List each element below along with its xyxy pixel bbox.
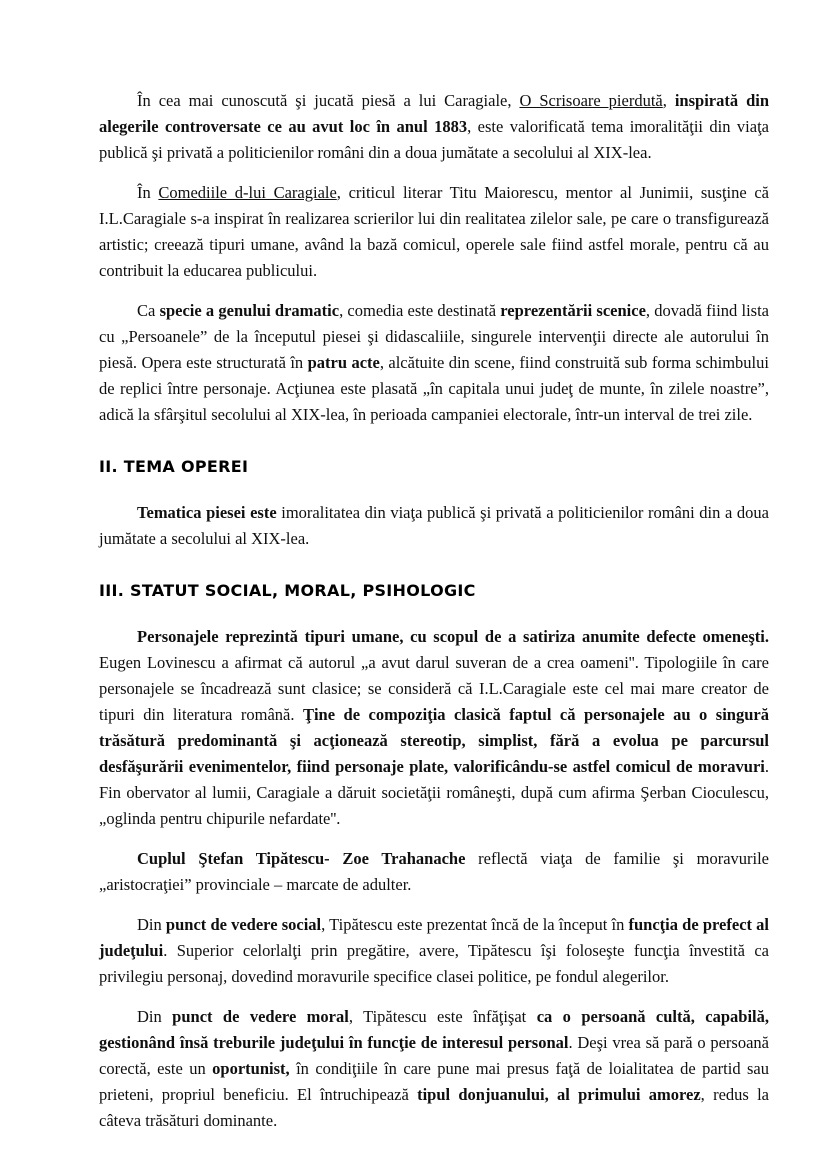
paragraph-punct-vedere-social — [99, 912, 769, 990]
text-run: , comedia este destinată — [339, 301, 501, 320]
text-run: Comediile d-lui Caragiale — [158, 183, 337, 202]
text-run: tipul donjuanului, al primului amorez — [417, 1085, 701, 1104]
text-run: reflectă viaţa de familie şi moravurile „aristocraţiei” provinciale – marcate de adulter. — [99, 849, 770, 894]
text-run: punct de vedere moral — [172, 1007, 349, 1026]
text-run: O Scrisoare pierdută — [519, 91, 663, 110]
text-run: , Tipătescu este prezentat încă de la început în — [321, 915, 629, 934]
text-run: inspirată din alegerile controversate ce au avut loc în anul 1883 — [99, 91, 770, 136]
text-run: Din — [137, 1007, 173, 1026]
text-run: ca o persoană cultă, capabilă, gestionând însă treburile judeţului în funcţie de interesul personal — [99, 1007, 770, 1052]
text-run: Eugen Lovinescu a afirmat că autorul „a avut darul suveran de a crea oameni''. Tipologiile în care personajele se încadrează sunt clasice; se consideră că I.L.Caragiale este cel mai mare creator de tipuri din literatura română. — [99, 653, 769, 724]
paragraph-specie-dramatic — [99, 298, 769, 428]
paragraph-personaje — [99, 624, 769, 832]
text-run: funcţia de prefect al judeţului — [99, 915, 770, 960]
text-run: . Deşi vrea să pară o persoană corectă, este un — [99, 1033, 769, 1078]
text-run: În cea mai cunoscută şi jucată piesă a lui Caragiale, — [137, 91, 520, 110]
text-run: Din — [137, 915, 166, 934]
text-run: specie a genului dramatic — [159, 301, 340, 320]
paragraph-maiorescu — [99, 180, 769, 284]
text-run: , este valorificată tema imoralităţii din viaţa publică şi privată a politicienilor români din a doua jumătate a secolului al XIX-lea. — [99, 117, 769, 162]
section-heading-statut: III. STATUT SOCIAL, MORAL, PSIHOLOGIC — [99, 581, 476, 600]
text-run: Cuplul Ştefan Tipătescu- Zoe Trahanache — [137, 849, 466, 868]
text-run: imoralitatea din viaţa publică şi privată a politicienilor români din a doua jumătate a secolului al XIX-lea. — [99, 503, 769, 548]
text-run: , criticul literar Titu Maiorescu, mentor al Junimii, susţine că I.L.Caragiale s-a inspirat în realizarea scrierilor lui din realitatea zilelor sale, pe care o transfigurează artistic; creează tipuri umane, având la bază comicul, operele sale fiind astfel morale, pentru că au contribuit la educarea publicului. — [99, 183, 769, 280]
text-run: . Superior celorlalţi prin pregătire, avere, Tipătescu îşi foloseşte funcţia învestită ca privilegiu personaj, dovedind moravurile specifice clasei politice, pe fondul alegerilor. — [99, 941, 769, 986]
text-run: punct de vedere social — [165, 915, 322, 934]
text-run: , alcătuite din scene, fiind construită sub forma schimbului de replici între personaje. Acţiunea este plasată „în capitala unui judeţ de munte, în zilele noastre”, adică la sfârşitul secolului al XIX-lea, în perioada campaniei electorale, într-un interval de trei zile. — [99, 353, 769, 424]
paragraph-intro — [99, 88, 769, 166]
text-run: , Tipătescu este înfăţişat — [348, 1007, 537, 1026]
text-run: patru acte — [307, 353, 380, 372]
text-run: oportunist, — [212, 1059, 290, 1078]
text-run: reprezentării scenice — [500, 301, 646, 320]
paragraph-tematica — [99, 500, 769, 552]
text-run: , dovadă fiind lista cu „Persoanele” de la începutul piesei şi didascaliile, singurele intervenţii directe ale autorului în piesă. Opera este structurată în — [99, 301, 770, 372]
text-run: Ca — [137, 301, 160, 320]
text-run: . Fin obervator al lumii, Caragiale a dăruit societăţii româneşti, după cum afirma Şerban Cioculescu, „oglinda pentru chipurile nefardate''. — [99, 757, 769, 828]
text-run: , — [662, 91, 675, 110]
section-heading-tema-operei: II. TEMA OPEREI — [99, 457, 249, 476]
text-run: Tematica piesei este — [137, 503, 277, 522]
paragraph-cuplul — [99, 846, 769, 898]
paragraph-punct-vedere-moral — [99, 1004, 769, 1134]
text-run: , redus la câteva trăsături dominante. — [99, 1085, 769, 1130]
text-run: În — [137, 183, 159, 202]
text-run: Ţine de compoziţia clasică faptul că personajele au o singură trăsătură predominantă şi acţionează stereotip, simplist, fără a evolua pe parcursul desfăşurării evenimentelor, fiind personaje plate, valorificându-se astfel comicul de moravuri — [99, 705, 769, 776]
text-run: în condiţiile în care pune mai presus faţă de loialitatea de partid sau prieteni, propriul beneficiu. El întruchipează — [99, 1059, 769, 1104]
text-run: Personajele reprezintă tipuri umane, cu scopul de a satiriza anumite defecte omeneşti. — [137, 627, 769, 646]
